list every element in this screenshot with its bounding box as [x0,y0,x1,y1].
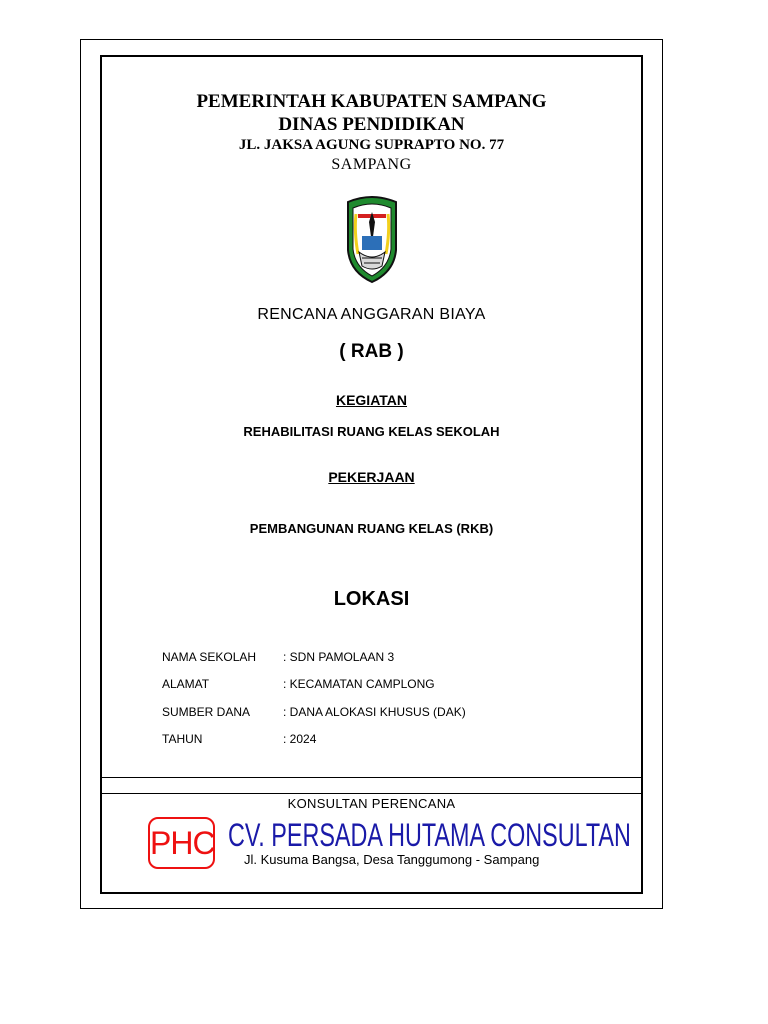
consultant-label: KONSULTAN PERENCANA [287,796,456,811]
detail-value: : DANA ALOKASI KHUSUS (DAK) [283,705,466,719]
activity-value: REHABILITASI RUANG KELAS SEKOLAH [243,424,500,439]
detail-label: NAMA SEKOLAH [162,650,257,664]
document-abbreviation: ( RAB ) [339,341,404,362]
phc-logo: PHC [148,817,215,869]
agency-title: DINAS PENDIDIKAN [278,114,465,135]
government-title: PEMERINTAH KABUPATEN SAMPANG [196,91,547,112]
document-title: RENCANA ANGGARAN BIAYA [257,306,486,323]
agency-address: JL. JAKSA AGUNG SUPRAPTO NO. 77 [238,137,505,153]
detail-value: : KECAMATAN CAMPLONG [283,677,435,691]
work-label: PEKERJAAN [328,469,415,485]
consultant-address: Jl. Kusuma Bangsa, Desa Tanggumong - Sampang [244,852,540,867]
divider-bottom [100,793,643,794]
detail-value: : SDN PAMOLAAN 3 [283,650,395,664]
detail-value: : 2024 [283,732,317,746]
sampang-regency-emblem-icon [344,192,400,284]
detail-label: ALAMAT [162,677,210,691]
location-heading: LOKASI [333,588,410,610]
consultant-name: CV. PERSADA HUTAMA CONSULTAN [228,817,631,853]
work-value: PEMBANGUNAN RUANG KELAS (RKB) [249,521,494,536]
detail-label: SUMBER DANA [162,705,251,719]
agency-city: SAMPANG [331,156,412,173]
activity-label: KEGIATAN [335,392,408,408]
detail-label: TAHUN [162,732,203,746]
divider-top [100,777,643,778]
